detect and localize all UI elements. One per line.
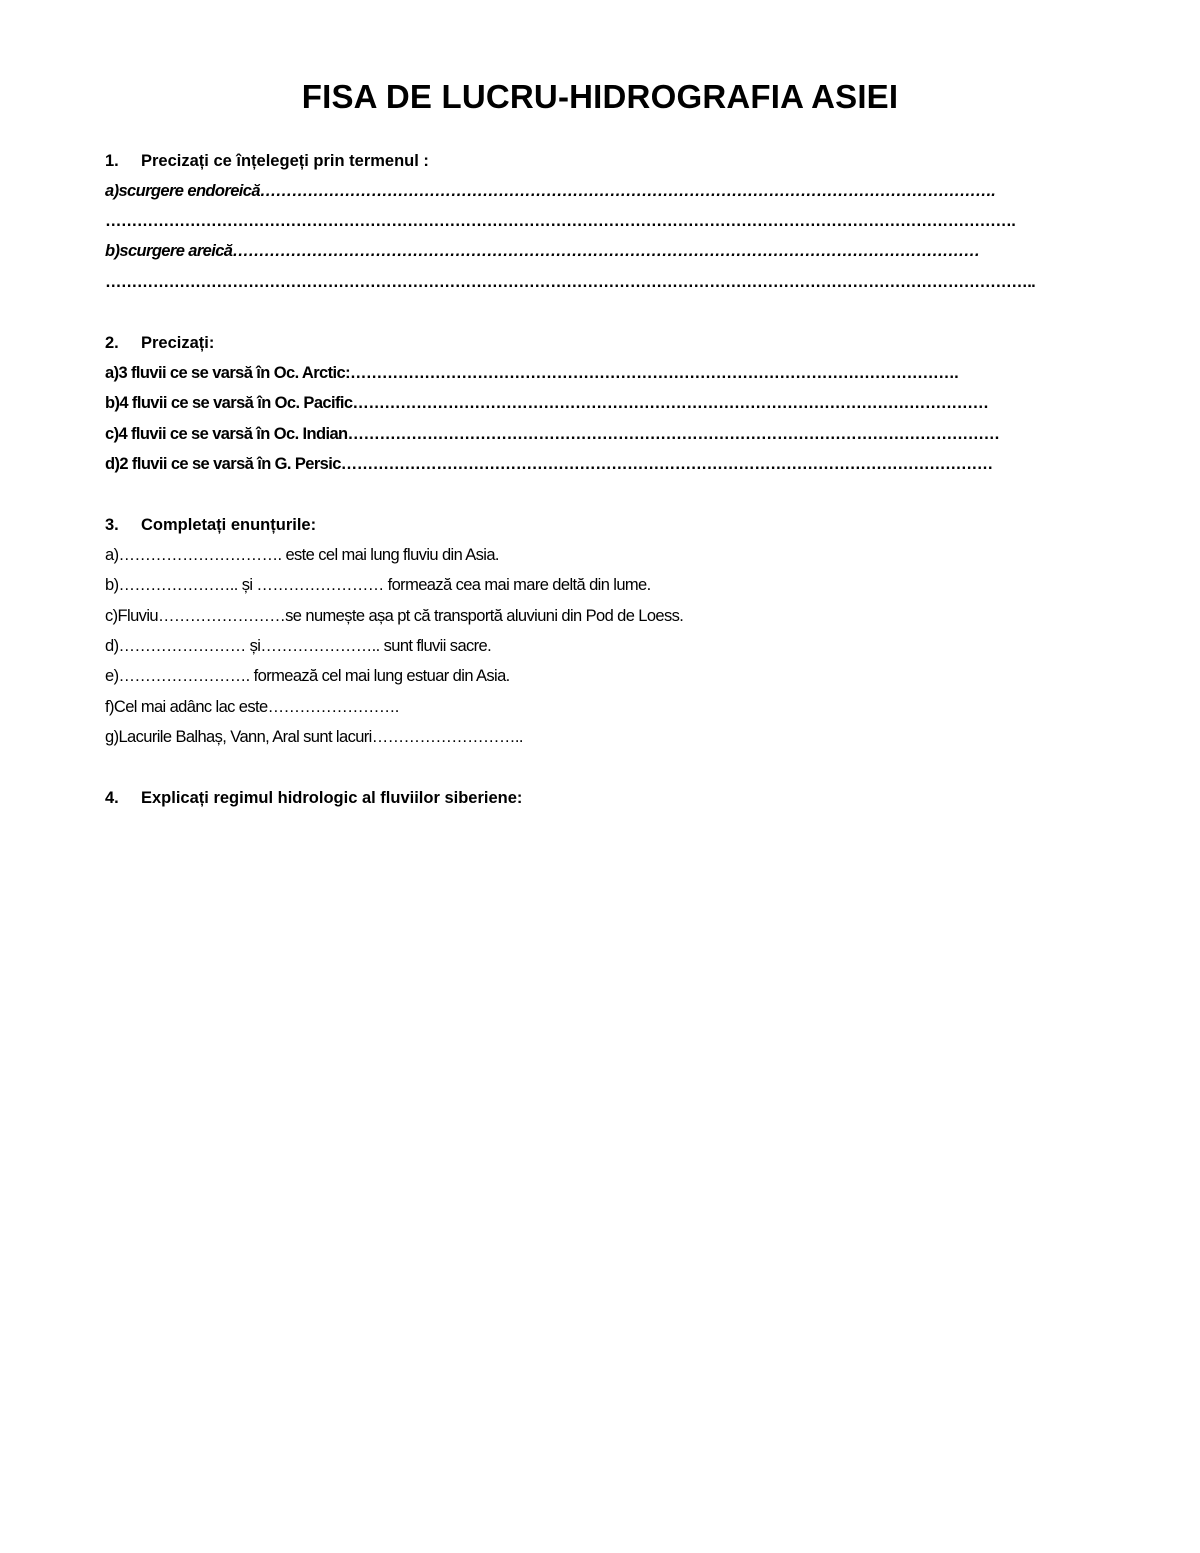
section-2-line-b: b)4 fluvii ce se varsă în Oc. Pacific………………………………………………………………………………………………………… [105,394,989,412]
section-4-title: Explicați regimul hidrologic al fluviilor siberiene: [141,789,523,807]
section-2-heading [105,332,214,354]
section-1-title: Precizați ce înțelegeți prin termenul : [141,152,429,170]
page-title: FISA DE LUCRU-HIDROGRAFIA ASIEI [301,78,899,115]
section-3-line-g: g)Lacurile Balhaș, Vann, Aral sunt lacuri……………………….. [105,728,523,746]
section-2-line-a: a)3 fluvii ce se varsă în Oc. Arctic:……………………………………………………………………………………………………. [105,364,959,382]
section-2-line-c: c)4 fluvii ce se varsă în Oc. Indian…………………………………………………………………………………………………………… [105,425,1000,443]
section-3-line-d: d)…………………… și………………….. sunt fluvii sacre. [105,637,492,655]
section-1-line-blank-1: ………………………………………………………………………………………………………………………………………………………. [105,212,1016,230]
section-3-line-c: c)Fluviu……………………se numește așa pt că transportă aluviuni din Pod de Loess. [105,607,684,625]
section-1-heading [105,150,429,172]
section-3-title: Completați enunțurile: [141,516,317,534]
section-1-number: 1. [105,152,119,170]
section-1-line-b: b)scurgere areică…………………………………………………………………………………………………………………………… [105,242,980,260]
section-4-number: 4. [105,789,119,807]
section-3-line-b: b)………………….. și …………………… formează cea mai mare deltă din lume. [105,576,651,594]
section-3-line-e: e)……………………. formează cel mai lung estuar din Asia. [105,667,510,685]
section-2-number: 2. [105,334,119,352]
section-3-number: 3. [105,516,119,534]
section-1-line-a: a)scurgere endoreică…………………………………………………………………………………………………………………………. [105,182,996,200]
section-3-line-a: a)…………………………. este cel mai lung fluviu din Asia. [105,546,499,564]
section-1-line-blank-2: ………………………………………………………………………………………………………………………………………………………….. [105,273,1036,291]
section-4-heading [105,787,522,809]
section-2-line-d: d)2 fluvii ce se varsă în G. Persic…………………………………………………………………………………………………………… [105,455,993,473]
section-3-heading [105,514,316,536]
section-3-line-f: f)Cel mai adânc lac este……………………. [105,698,399,716]
section-2-title: Precizați: [141,334,215,352]
